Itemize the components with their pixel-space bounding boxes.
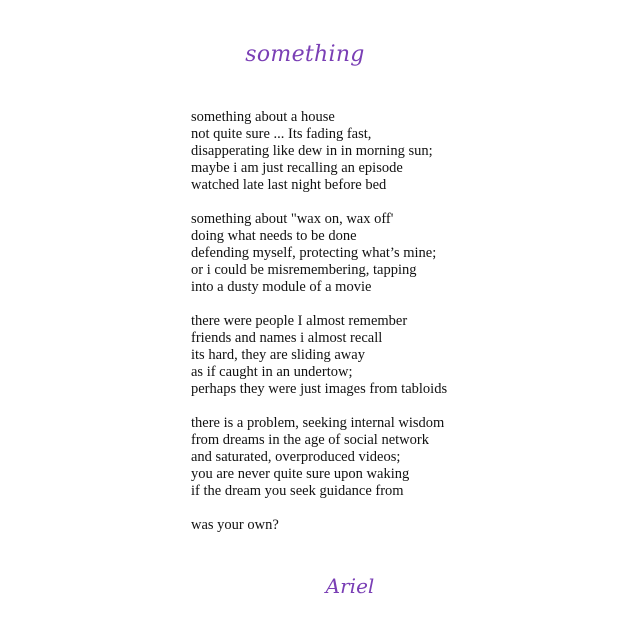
stanza-2	[191, 211, 447, 296]
stanza-5	[191, 517, 447, 534]
author-signature: Ariel	[325, 574, 375, 598]
poem-line: you are never quite sure upon waking	[191, 466, 410, 482]
poem-line: maybe i am just recalling an episode	[191, 160, 403, 176]
stanza-3	[191, 313, 447, 398]
poem-line: friends and names i almost recall	[191, 330, 383, 346]
poem-line: disapperating like dew in in morning sun;	[191, 143, 433, 159]
poem-title: something	[245, 42, 365, 67]
poem-line: from dreams in the age of social network	[191, 432, 429, 448]
poem-line: or i could be misremembering, tapping	[191, 262, 417, 278]
poem-body	[191, 109, 447, 551]
poem-line: there were people I almost remember	[191, 313, 408, 329]
poem-line: into a dusty module of a movie	[191, 279, 372, 295]
poem-line: its hard, they are sliding away	[191, 347, 365, 363]
poem-line: and saturated, overproduced videos;	[191, 449, 401, 465]
poem-line: there is a problem, seeking internal wisdom	[191, 415, 445, 431]
poem-line: watched late last night before bed	[191, 177, 387, 193]
poem-line: doing what needs to be done	[191, 228, 357, 244]
poem-line: was your own?	[191, 517, 279, 533]
poem-line: if the dream you seek guidance from	[191, 483, 404, 499]
stanza-4	[191, 415, 447, 500]
poem-line: something about a house	[191, 109, 335, 125]
poem-line: defending myself, protecting what’s mine;	[191, 245, 437, 261]
poem-line: not quite sure ... Its fading fast,	[191, 126, 372, 142]
stanza-1	[191, 109, 447, 194]
poem-line: something about "wax on, wax off'	[191, 211, 394, 227]
poem-line: as if caught in an undertow;	[191, 364, 353, 380]
poem-line: perhaps they were just images from tabloids	[191, 381, 448, 397]
